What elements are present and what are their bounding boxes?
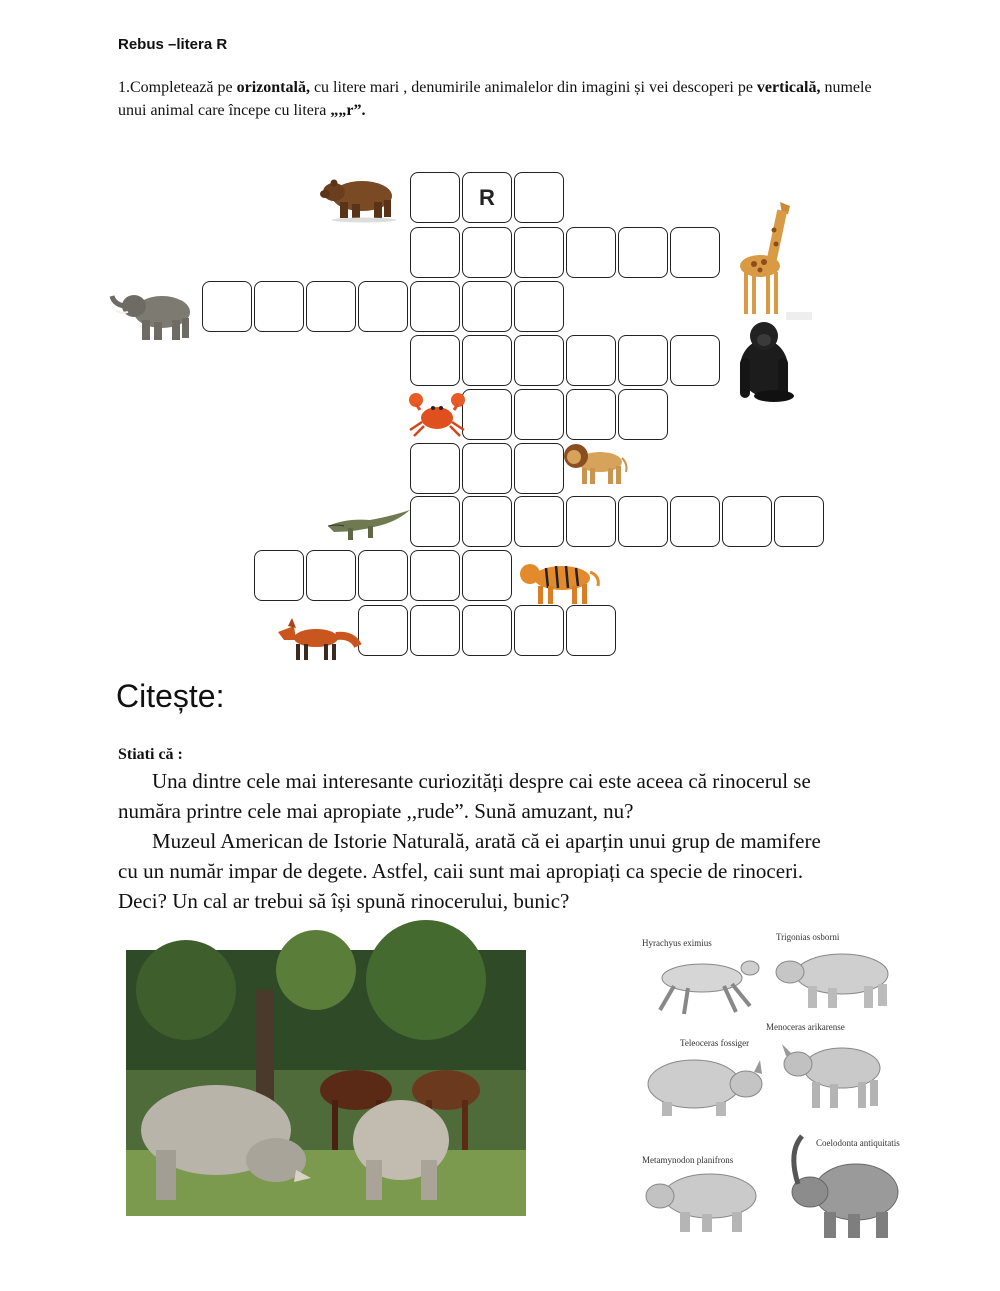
- crossword-cell[interactable]: [306, 550, 356, 601]
- crossword-cell[interactable]: [514, 227, 564, 278]
- crossword-cell[interactable]: [410, 281, 460, 332]
- crossword-cell[interactable]: [358, 550, 408, 601]
- crossword-cell[interactable]: [410, 443, 460, 494]
- crocodile-icon: [326, 502, 412, 544]
- paragraph-line: Muzeul American de Istorie Naturală, arată că ei aparțin unui grup de mamifere: [152, 829, 821, 853]
- paragraph-line: Deci? Un cal ar trebui să își spună rinocerului, bunic?: [118, 889, 570, 913]
- instruction-text: [118, 76, 878, 122]
- species-label: Metamynodon planifrons: [642, 1155, 734, 1165]
- metamynodon-drawing: [644, 1166, 768, 1236]
- lion-icon: [562, 440, 628, 488]
- species-label: Coelodonta antiquitatis: [816, 1138, 900, 1148]
- elephant-icon: [110, 288, 198, 344]
- crossword-cell[interactable]: [618, 496, 668, 547]
- crossword-cell[interactable]: [670, 496, 720, 547]
- gorilla-icon: [734, 318, 800, 404]
- crossword-cell[interactable]: [774, 496, 824, 547]
- crossword-cell[interactable]: [670, 227, 720, 278]
- crossword-cell[interactable]: [566, 496, 616, 547]
- crossword-cell[interactable]: [514, 389, 564, 440]
- crossword-cell[interactable]: [358, 281, 408, 332]
- crossword-cell[interactable]: R: [462, 172, 512, 223]
- species-label: Menoceras arikarense: [766, 1022, 845, 1032]
- hyrachyus-drawing: [640, 950, 760, 1020]
- trigonias-drawing: [772, 944, 902, 1014]
- paragraph-line: cu un număr impar de degete. Astfel, caii sunt mai apropiați ca specie de rinoceri.: [118, 859, 804, 883]
- reading-subheading: Stiati că :: [118, 746, 183, 763]
- crossword-cell[interactable]: [462, 550, 512, 601]
- instruction-bold: verticală,: [756, 79, 821, 96]
- crossword-cell[interactable]: [462, 389, 512, 440]
- crossword-cell[interactable]: [618, 227, 668, 278]
- instruction-bold: „„r”.: [330, 102, 366, 119]
- crossword-cell[interactable]: [410, 550, 460, 601]
- crossword-cell[interactable]: [722, 496, 772, 547]
- species-label: Hyrachyus eximius: [642, 938, 712, 948]
- crossword-cell[interactable]: [566, 389, 616, 440]
- reading-heading: Citește:: [116, 678, 225, 714]
- instruction-bold: orizontală,: [236, 79, 310, 96]
- worksheet-title: Rebus –litera R: [118, 36, 228, 53]
- crossword-cell[interactable]: [462, 335, 512, 386]
- crossword-cell[interactable]: [462, 605, 512, 656]
- giraffe-icon: [730, 200, 812, 322]
- crossword-cell[interactable]: [410, 496, 460, 547]
- crossword-cell[interactable]: [514, 443, 564, 494]
- rhinos-horses-photo: [126, 950, 526, 1216]
- tiger-icon: [516, 556, 602, 608]
- menoceras-drawing: [780, 1034, 890, 1114]
- crossword-cell[interactable]: [566, 335, 616, 386]
- crossword-cell[interactable]: [514, 605, 564, 656]
- coelodonta-drawing: [784, 1132, 908, 1242]
- crossword-cell[interactable]: [566, 605, 616, 656]
- crab-icon: [406, 390, 468, 438]
- crossword-cell[interactable]: [202, 281, 252, 332]
- crossword-cell[interactable]: [410, 335, 460, 386]
- instruction-part: cu litere mari , denumirile animalelor din imagini și vei descoperi pe: [309, 79, 757, 96]
- bear-icon: [318, 172, 400, 224]
- crossword-cell[interactable]: [566, 227, 616, 278]
- crossword-cell[interactable]: [410, 605, 460, 656]
- crossword-cell[interactable]: [462, 496, 512, 547]
- crossword-cell[interactable]: [254, 281, 304, 332]
- species-label: Trigonias osborni: [776, 932, 840, 942]
- crossword-cell[interactable]: [670, 335, 720, 386]
- fox-icon: [274, 616, 360, 664]
- instruction-part: numele unui animal care începe cu litera: [118, 79, 872, 119]
- paragraph-line: număra printre cele mai apropiate ,,rude”. Sună amuzant, nu?: [118, 799, 634, 823]
- crossword-cell[interactable]: [514, 172, 564, 223]
- crossword-cell[interactable]: [462, 443, 512, 494]
- crossword-cell[interactable]: [462, 227, 512, 278]
- crossword-cell[interactable]: [410, 227, 460, 278]
- paragraph-line: Una dintre cele mai interesante curiozități despre cai este aceea că rinocerul se: [152, 769, 811, 793]
- crossword-cell[interactable]: [514, 335, 564, 386]
- crossword-cell[interactable]: [462, 281, 512, 332]
- instruction-part: 1.Completează pe: [118, 79, 237, 96]
- crossword-cell[interactable]: [618, 335, 668, 386]
- crossword-cell[interactable]: [514, 496, 564, 547]
- crossword-cell[interactable]: [358, 605, 408, 656]
- crossword-cell[interactable]: [254, 550, 304, 601]
- crossword-cell[interactable]: [410, 172, 460, 223]
- teleoceras-drawing: [640, 1050, 768, 1120]
- crossword-cell[interactable]: [618, 389, 668, 440]
- crossword-cell[interactable]: [514, 281, 564, 332]
- species-label: Teleoceras fossiger: [680, 1038, 750, 1048]
- crossword-cell[interactable]: [306, 281, 356, 332]
